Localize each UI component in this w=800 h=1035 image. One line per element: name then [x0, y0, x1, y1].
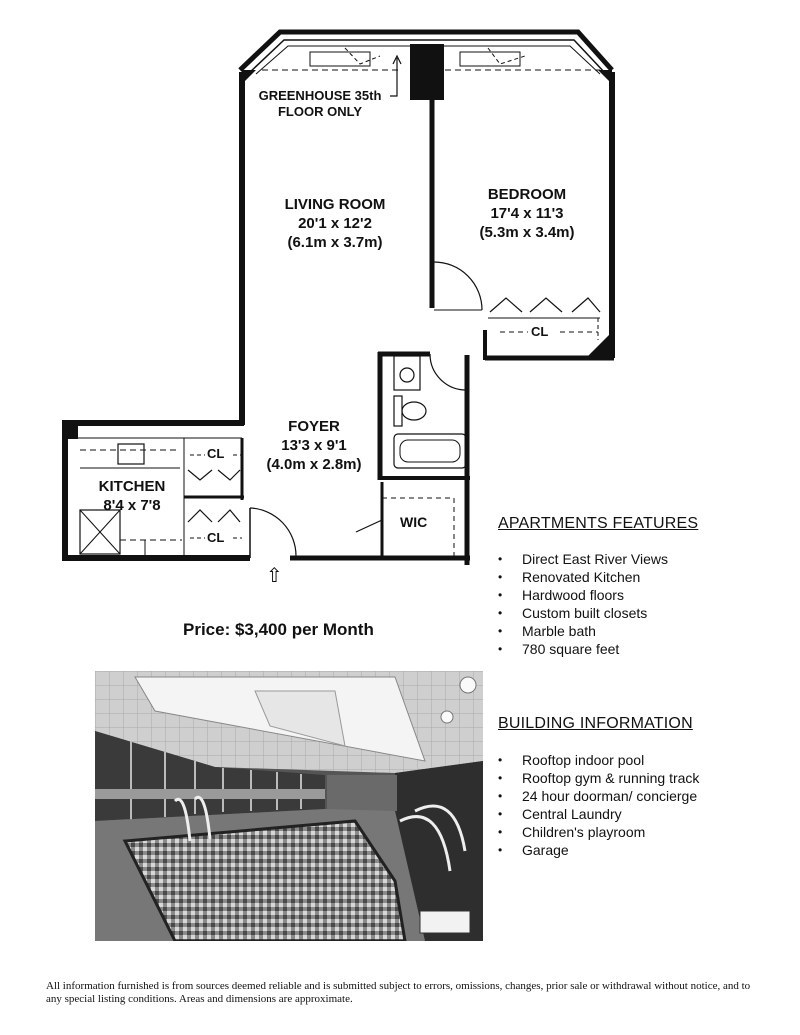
apartment-features-title: APARTMENTS FEATURES [498, 515, 699, 532]
foyer-label [254, 418, 374, 474]
living-room-name: LIVING ROOM [284, 196, 386, 213]
building-info-item: • 24 hour doorman/ concierge [522, 787, 788, 805]
foyer-dim-ft: 13'3 x 9'1 [281, 436, 347, 454]
kitchen-dim-ft: 8'4 x 7'8 [103, 496, 161, 514]
greenhouse-label: GREENHOUSE 35th FLOOR ONLY [258, 88, 382, 119]
bedroom-name: BEDROOM [487, 186, 567, 203]
building-info-item: • Rooftop indoor pool [522, 751, 788, 769]
kitchen-label [84, 478, 180, 516]
apartment-features-list [498, 550, 788, 658]
feature-item: • Custom built closets [522, 604, 788, 622]
wic-label: WIC [400, 514, 428, 530]
foyer-dim-m: (4.0m x 2.8m) [266, 455, 362, 473]
building-info-item: • Rooftop gym & running track [522, 769, 788, 787]
feature-item: • Marble bath [522, 622, 788, 640]
entry-arrow-icon: ⇧ [266, 563, 283, 587]
building-information-title: BUILDING INFORMATION [498, 715, 693, 732]
bedroom-label [462, 186, 592, 242]
bedroom-dim-ft: 17'4 x 11'3 [490, 204, 564, 222]
feature-item: • Direct East River Views [522, 550, 788, 568]
foyer-name: FOYER [288, 418, 340, 435]
kitchen-name: KITCHEN [98, 478, 166, 495]
building-info-item: • Children's playroom [522, 823, 788, 841]
living-room-label [260, 196, 410, 252]
closet-label-bedroom: CL [531, 324, 549, 339]
living-room-dim-m: (6.1m x 3.7m) [287, 233, 383, 251]
closet-label-kitchen-lower: CL [207, 530, 225, 545]
disclaimer: All information furnished is from sources deemed reliable and is submitted subject to errors, omissions, changes, prior sale or withdrawal without notice, and to any special listing conditions. Areas and dimensions are approximate. [46, 980, 751, 1005]
closet-label-kitchen-upper: CL [207, 446, 225, 461]
living-room-dim-ft: 20'1 x 12'2 [298, 214, 372, 232]
building-info-item: • Central Laundry [522, 805, 788, 823]
feature-item: • 780 square feet [522, 640, 788, 658]
price: Price: $3,400 per Month [183, 620, 374, 639]
feature-item: • Hardwood floors [522, 586, 788, 604]
feature-item: • Renovated Kitchen [522, 568, 788, 586]
pool-photo [95, 671, 483, 941]
building-information-list [498, 751, 788, 859]
building-info-item: • Garage [522, 841, 788, 859]
building-information [498, 715, 788, 859]
bedroom-dim-m: (5.3m x 3.4m) [479, 223, 575, 241]
apartment-features [498, 515, 788, 658]
